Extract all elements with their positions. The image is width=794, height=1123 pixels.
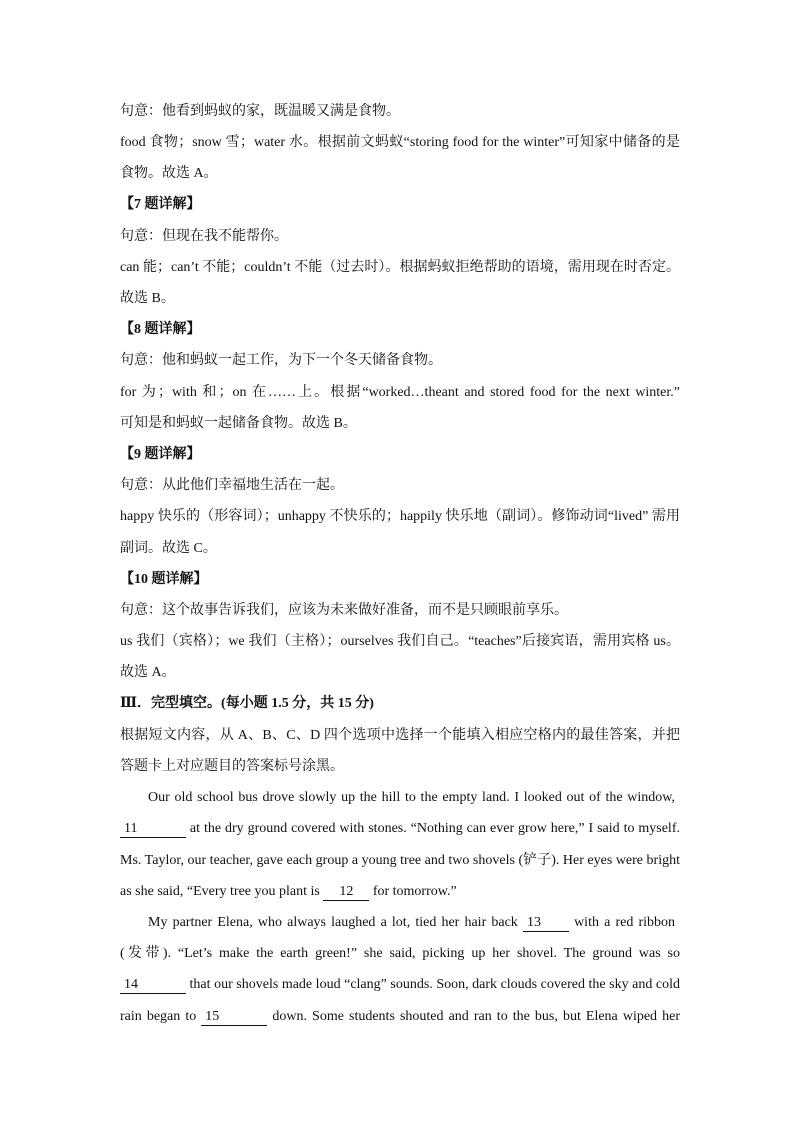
instructions-line: 答题卡上对应题目的答案标号涂黑。: [120, 759, 344, 774]
passage-text: for tomorrow.”: [369, 884, 457, 899]
answer-line: 故选 B。: [120, 291, 175, 306]
passage-text: down. Some students shouted and ran to the bus, but Elena wiped her: [267, 1009, 680, 1024]
answer-line: 副词。故选 C。: [120, 541, 217, 556]
passage-line: (发带). “Let’s make the earth green!” she said, picking up her shovel. The ground was so: [120, 946, 680, 961]
passage-text: My partner Elena, who always laughed a lot, tied her hair back: [148, 915, 523, 930]
answer-line: can 能；can’t 不能；couldn’t 不能（过去时）。根据蚂蚁拒绝帮助的语境，需用现在时否定。: [120, 260, 680, 275]
blank-12[interactable]: 12: [323, 883, 369, 901]
blank-14[interactable]: 14: [120, 976, 186, 994]
question-heading: 【9 题详解】: [120, 447, 201, 462]
section-title: Ⅲ．完型填空。(每小题 1.5 分，共 15 分): [120, 696, 374, 711]
question-heading: 【8 题详解】: [120, 322, 201, 337]
answer-line: us 我们（宾格）；we 我们（主格）；ourselves 我们自己。“teaches”后接宾语，需用宾格 us。: [120, 634, 680, 649]
blank-15[interactable]: 15: [201, 1008, 267, 1026]
answer-line: for 为；with 和；on 在……上。根据“worked…theant and stored food for the next winter.”: [120, 385, 680, 400]
question-heading: 【7 题详解】: [120, 197, 201, 212]
passage-line: [148, 913, 675, 933]
passage-line: [120, 882, 680, 902]
passage-text: with a red ribbon: [568, 915, 676, 930]
answer-line: 可知是和蚂蚁一起储备食物。故选 B。: [120, 416, 357, 431]
passage-text: that our shovels made loud “clang” sounds. Soon, dark clouds covered the sky and cold: [186, 977, 680, 992]
instructions-line: 根据短文内容，从 A、B、C、D 四个选项中选择一个能填入相应空格内的最佳答案，并把: [120, 728, 680, 743]
passage-line: [120, 975, 680, 995]
passage-line: Our old school bus drove slowly up the hill to the empty land. I looked out of the window,: [148, 790, 675, 805]
answer-line: 句意：这个故事告诉我们，应该为未来做好准备，而不是只顾眼前享乐。: [120, 603, 568, 618]
blank-11[interactable]: 11: [120, 820, 186, 838]
answer-line: 句意：但现在我不能帮你。: [120, 229, 288, 244]
answer-line: 句意：他看到蚂蚁的家，既温暖又满是食物。: [120, 104, 400, 119]
passage-text: as she said, “Every tree you plant is: [120, 884, 324, 899]
passage-line: [120, 819, 680, 839]
answer-line: food 食物；snow 雪；water 水。根据前文蚂蚁“storing food for the winter”可知家中储备的是: [120, 135, 680, 150]
blank-13[interactable]: 13: [523, 914, 569, 932]
answer-line: 句意：从此他们幸福地生活在一起。: [120, 478, 344, 493]
passage-text: rain began to: [120, 1009, 202, 1024]
passage-text: at the dry ground covered with stones. “Nothing can ever grow here,” I said to myself.: [186, 821, 680, 836]
answer-line: 故选 A。: [120, 665, 176, 680]
passage-line: Ms. Taylor, our teacher, gave each group a young tree and two shovels (铲子). Her eyes were bright: [120, 853, 680, 868]
question-heading: 【10 题详解】: [120, 572, 208, 587]
answer-line: 句意：他和蚂蚁一起工作，为下一个冬天储备食物。: [120, 353, 442, 368]
passage-line: [120, 1007, 680, 1027]
answer-line: 食物。故选 A。: [120, 166, 218, 181]
answer-line: happy 快乐的（形容词）；unhappy 不快乐的；happily 快乐地（副词）。修饰动词“lived” 需用: [120, 509, 680, 524]
